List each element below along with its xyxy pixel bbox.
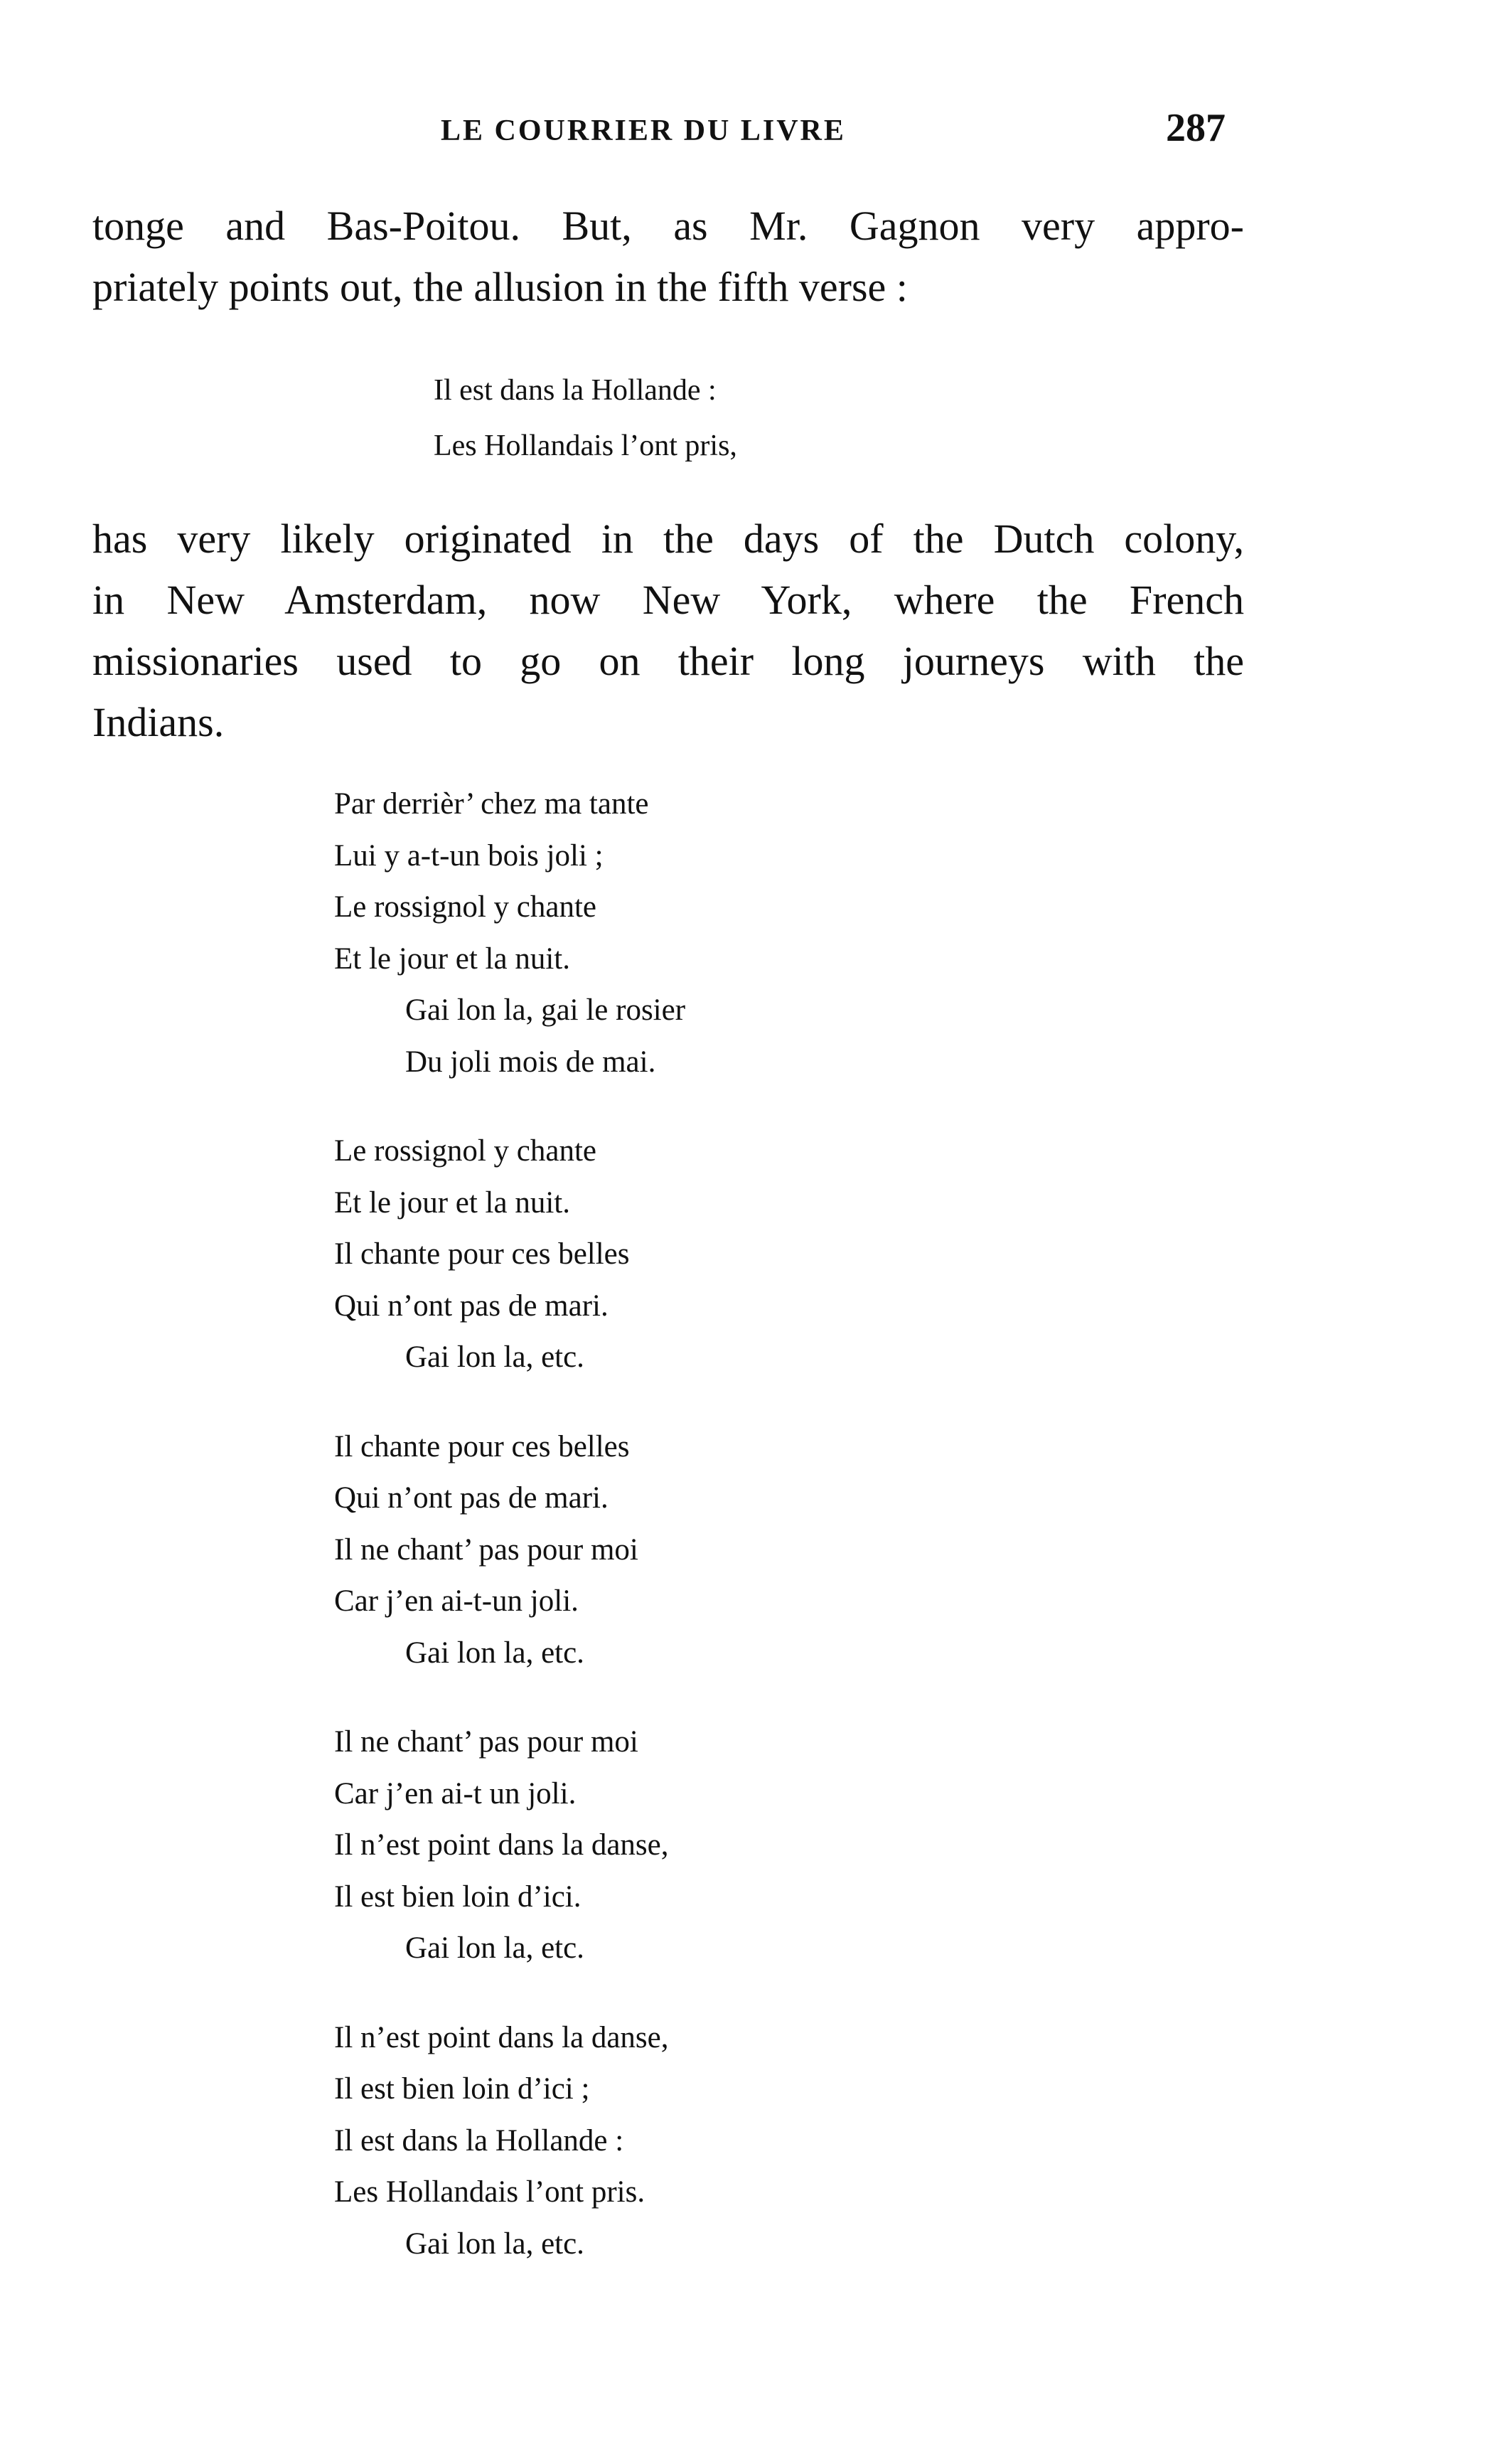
verse-line: Il est dans la Hollande : <box>334 2123 624 2158</box>
verse-line: Car j’en ai-t-un joli. <box>334 1584 579 1618</box>
refrain-line: Gai lon la, etc. <box>405 1340 584 1374</box>
verse-line: Le rossignol y chante <box>334 890 596 924</box>
stanza <box>334 1717 685 1975</box>
paragraph-line: priately points out, the allusion in the fifth verse : <box>92 264 908 310</box>
paragraph-2 <box>92 508 1244 753</box>
verse-line: Les Hollandais l’ont pris. <box>334 2175 645 2209</box>
verse-line: Il ne chant’ pas pour moi <box>334 1725 638 1759</box>
verse-line: Il ne chant’ pas pour moi <box>334 1532 638 1567</box>
song-verses <box>334 779 685 2308</box>
verse-line: Il chante pour ces belles <box>334 1237 630 1271</box>
paragraph-1 <box>92 196 1244 318</box>
verse-line: Le rossignol y chante <box>334 1134 596 1168</box>
verse-line: Et le jour et la nuit. <box>334 1185 570 1220</box>
verse-line: Il n’est point dans la danse, <box>334 2020 669 2054</box>
paragraph-line: missionaries used to go on their long journeys with the <box>92 638 1244 684</box>
stanza <box>334 2012 685 2271</box>
paragraph-line: in New Amsterdam, now New York, where the French <box>92 577 1244 623</box>
stanza <box>334 1422 685 1680</box>
verse-line: Lui y a-t-un bois joli ; <box>334 838 604 873</box>
verse-line: Il est bien loin d’ici. <box>334 1879 582 1914</box>
verse-line: Il est bien loin d’ici ; <box>334 2072 590 2106</box>
verse-line: Il chante pour ces belles <box>334 1429 630 1463</box>
refrain-line: Gai lon la, etc. <box>405 1931 584 1965</box>
paragraph-line: Indians. <box>92 699 225 745</box>
stanza <box>334 779 685 1088</box>
refrain-line: Gai lon la, gai le rosier <box>405 993 686 1027</box>
verse-line: Il n’est point dans la danse, <box>334 1828 669 1862</box>
verse-line: Car j’en ai-t un joli. <box>334 1776 577 1810</box>
running-title: LE COURRIER DU LIVRE <box>441 114 846 147</box>
verse-line: Et le jour et la nuit. <box>334 942 570 976</box>
verse-line: Qui n’ont pas de mari. <box>334 1481 609 1515</box>
refrain-line: Du joli mois de mai. <box>405 1045 656 1079</box>
verse-line: Par derrièr’ chez ma tante <box>334 787 649 821</box>
block-quote <box>434 363 737 474</box>
stanza <box>334 1126 685 1384</box>
page-number: 287 <box>1166 106 1226 150</box>
quote-line: Il est dans la Hollande : <box>434 374 717 407</box>
refrain-line: Gai lon la, etc. <box>405 2226 584 2261</box>
paragraph-line: has very likely originated in the days of the Dutch colony, <box>92 516 1244 562</box>
refrain-line: Gai lon la, etc. <box>405 1636 584 1670</box>
verse-line: Qui n’ont pas de mari. <box>334 1289 609 1323</box>
quote-line: Les Hollandais l’ont pris, <box>434 430 737 462</box>
paragraph-line: tonge and Bas-Poitou. But, as Mr. Gagnon very appro- <box>92 203 1244 249</box>
